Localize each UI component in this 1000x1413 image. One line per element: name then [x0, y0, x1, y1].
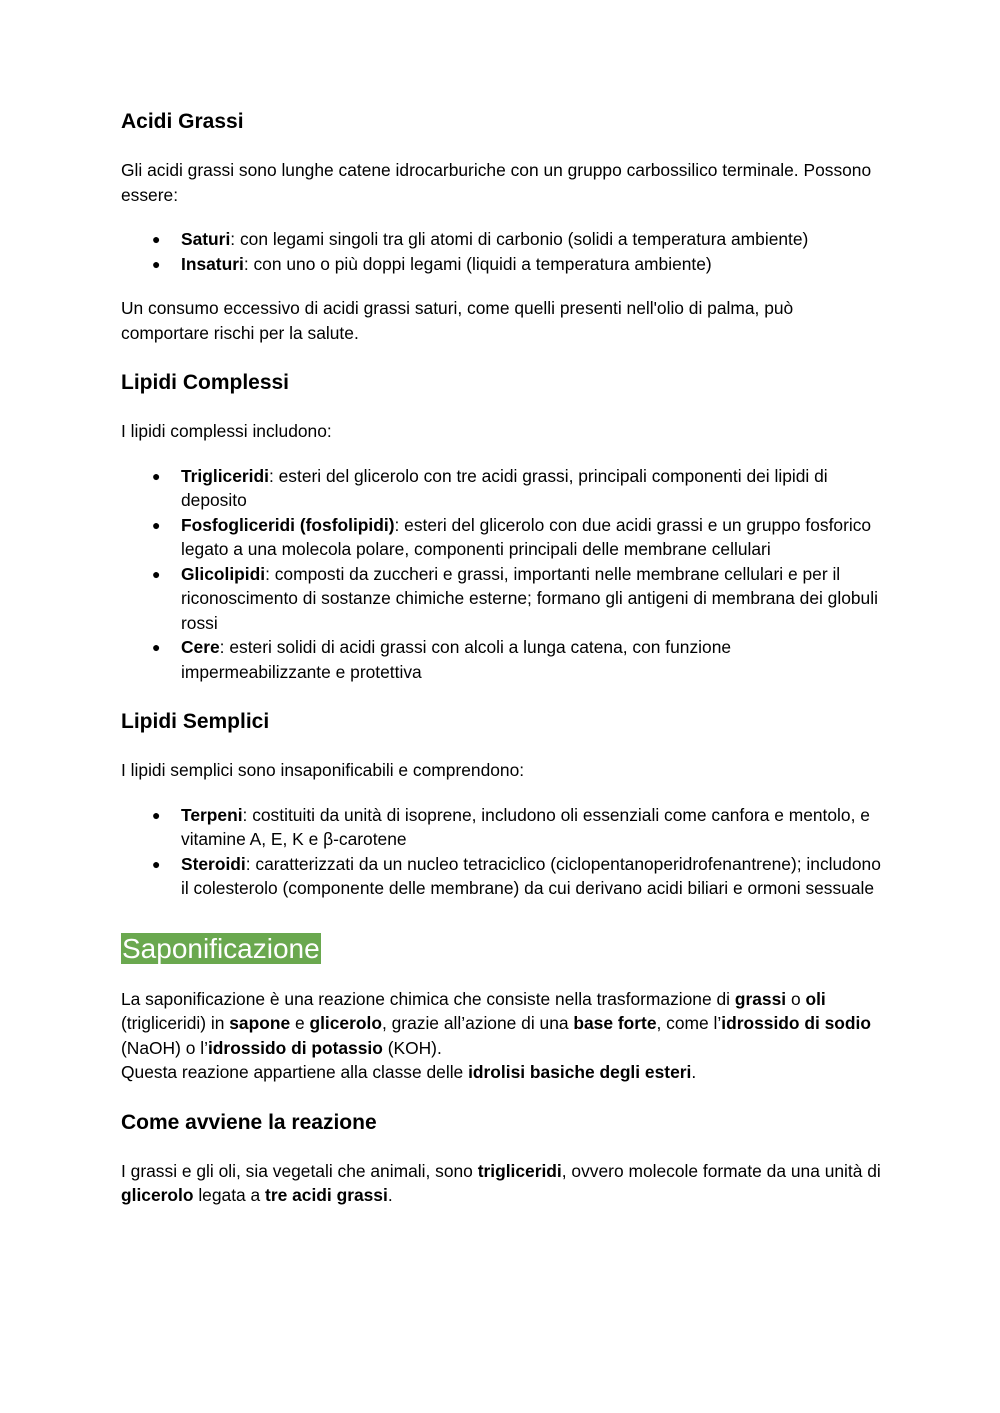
definition: : con legami singoli tra gli atomi di carbonio (solidi a temperatura ambiente) [230, 229, 809, 249]
paragraph-saponificazione-2 [121, 1060, 881, 1085]
text-run: I grassi e gli oli, sia vegetali che animali, sono [121, 1160, 478, 1181]
heading-come-avviene: Come avviene la reazione [121, 1110, 377, 1134]
bullet-icon: ● [152, 516, 161, 533]
bullet-icon: ● [152, 255, 161, 272]
term: Fosfogliceridi (fosfolipidi) [181, 514, 395, 535]
definition: : caratterizzati da un nucleo tetraciclico (ciclopentanoperidrofenantrene); includono il colesterolo (componente delle membrane) da cui derivano acidi biliari e ormoni sessuale [181, 853, 881, 898]
definition: : esteri del glicerolo con tre acidi grassi, principali componenti dei lipidi di deposito [181, 465, 828, 510]
definition: : esteri solidi di acidi grassi con alcoli a lunga catena, con funzione impermeabilizzante e protettiva [181, 637, 732, 682]
bold-term: tre acidi grassi [265, 1185, 388, 1205]
text-run: . [387, 1185, 393, 1205]
definition: : composti da zuccheri e grassi, importanti nelle membrane cellulari e per il riconoscimento di sostanze chimiche esterne; formano gli antigeni di membrana dei globuli rossi [181, 563, 878, 633]
paragraph-lipidi-semplici-intro: I lipidi semplici sono insaponificabili e comprendono: [121, 760, 525, 780]
heading-highlight: Saponificazione [122, 932, 320, 964]
bold-term: trigliceridi [477, 1160, 562, 1181]
text-run: (trigliceridi) in [121, 1013, 230, 1033]
paragraph-acidi-grassi-note: Un consumo eccessivo di acidi grassi saturi, come quelli presenti nell'olio di palma, può comportare rischi per la salute. [121, 298, 794, 343]
text-run: e [290, 1013, 310, 1033]
text-run: , grazie all’azione di una [381, 1013, 574, 1033]
paragraph-saponificazione-1 [121, 987, 881, 1061]
list-item [121, 852, 881, 901]
paragraph-lipidi-complessi-intro: I lipidi complessi includono: [121, 421, 332, 441]
bold-term: oli [805, 988, 826, 1009]
list-item [121, 803, 881, 852]
term: Cere [181, 637, 220, 657]
text-run: o [786, 988, 806, 1009]
bold-term: glicerolo [121, 1185, 194, 1205]
bold-term: glicerolo [309, 1013, 382, 1033]
list-item [121, 513, 881, 562]
heading-lipidi-semplici: Lipidi Semplici [121, 710, 270, 733]
list-lipidi-complessi [121, 464, 881, 685]
paragraph-come-avviene [121, 1159, 881, 1208]
list-acidi-grassi [121, 227, 881, 276]
bullet-icon: ● [152, 639, 161, 655]
term: Steroidi [181, 853, 246, 874]
document-page [121, 108, 881, 1208]
text-run: (KOH). [382, 1037, 442, 1058]
text-run: (NaOH) o l’ [121, 1037, 208, 1058]
list-item [121, 635, 881, 684]
bullet-icon: ● [152, 806, 161, 823]
bold-term: idrolisi basiche degli esteri [468, 1062, 692, 1082]
term: Glicolipidi [181, 563, 266, 584]
list-item [121, 227, 881, 252]
text-run: legata a [193, 1185, 266, 1205]
bold-term: idrossido di sodio [721, 1013, 872, 1033]
definition: : con uno o più doppi legami (liquidi a temperatura ambiente) [243, 253, 712, 274]
definition: : esteri del glicerolo con due acidi grassi e un gruppo fosforico legato a una molecola polare, componenti principali delle membrane cellulari [181, 514, 872, 559]
list-item [121, 464, 881, 513]
term: Saturi [181, 229, 231, 249]
list-item [121, 252, 881, 277]
text-run: . [691, 1062, 697, 1082]
heading-acidi-grassi: Acidi Grassi [121, 110, 244, 133]
text-run: Questa reazione appartiene alla classe delle [121, 1062, 469, 1082]
bold-term: idrossido di potassio [207, 1037, 383, 1058]
term: Terpeni [181, 804, 243, 825]
list-lipidi-semplici [121, 803, 881, 901]
text-run: , ovvero molecole formate da una unità di [561, 1160, 881, 1181]
definition: : costituiti da unità di isoprene, includono oli essenziali come canfora e mentolo, e vitamine A, E, K e β-carotene [181, 804, 870, 849]
list-item [121, 562, 881, 636]
bullet-icon: ● [152, 467, 161, 484]
bold-term: sapone [229, 1013, 291, 1033]
term: Trigliceridi [181, 465, 269, 486]
bold-term: grassi [734, 988, 787, 1009]
text-run: La saponificazione è una reazione chimica che consiste nella trasformazione di [121, 988, 735, 1009]
paragraph-acidi-grassi-intro: Gli acidi grassi sono lunghe catene idrocarburiche con un gruppo carbossilico terminale. Possono essere: [121, 160, 872, 205]
heading-lipidi-complessi: Lipidi Complessi [121, 371, 290, 394]
text-run: , come l’ [656, 1013, 722, 1033]
bullet-icon: ● [152, 231, 161, 247]
bold-term: base forte [573, 1013, 657, 1033]
bullet-icon: ● [152, 855, 161, 872]
term: Insaturi [181, 253, 244, 274]
bullet-icon: ● [152, 565, 161, 582]
heading-saponificazione [121, 931, 881, 967]
